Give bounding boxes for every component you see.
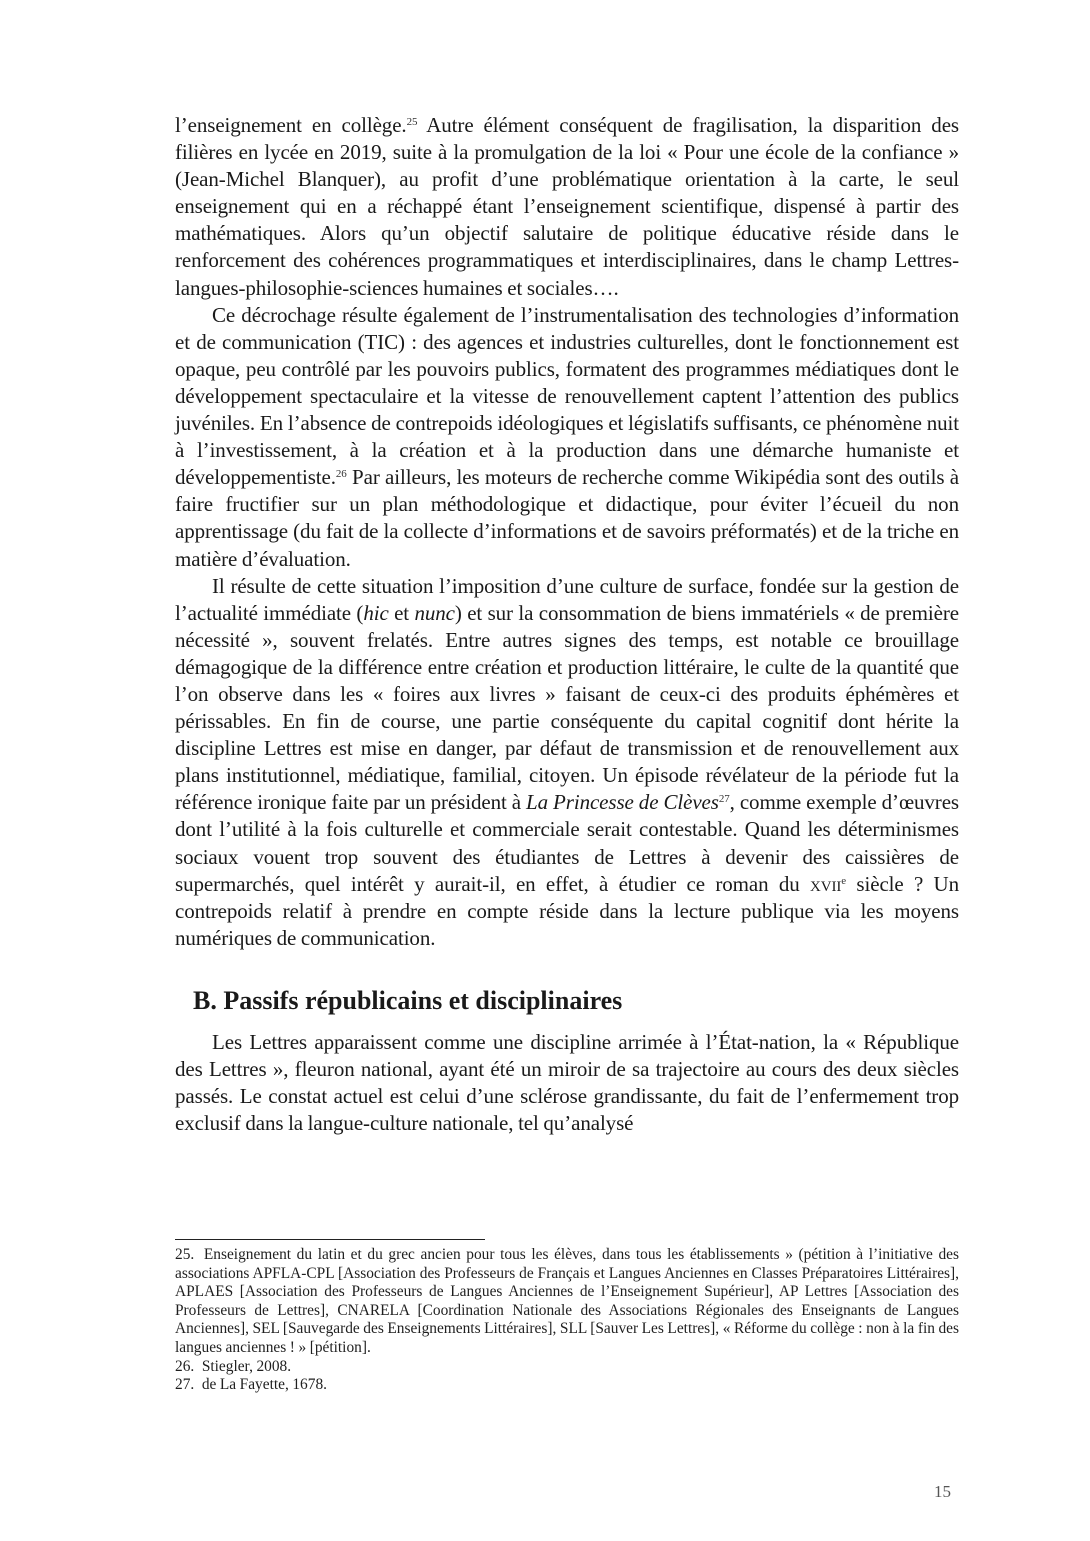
page-number: 15	[934, 1482, 951, 1501]
footnote-number: 27.	[175, 1376, 195, 1394]
paragraph-text: Ce décrochage résulte également de l’instrumentalisation des technologies d’information et de communication (TIC) : des agences et industries culturelles, dont le fonctionnement est opaque, peu contrôlé par les pouvoirs publics, formatent des programmes médiatiques dont le développement spectaculaire et la vitesse de renouvellement captent l’attention des publics juvéniles. En l’absence de contrepoids idéologiques et législatifs suffisants, ce phénomène nuit à l’investissement, à la création et à la production dans une démarche humaniste et développementiste.	[175, 302, 959, 490]
footnotes	[175, 1246, 959, 1395]
section-paragraph: Les Lettres apparaissent comme une discipline arrimée à l’État-nation, la « République des Lettres », fleuron national, ayant été un miroir de sa trajectoire au cours des deux siècles passés. Le constat actuel est celui d’une sclérose grandissante, du fait de l’enfermement trop exclusif dans la langue-culture nationale, tel qu’analysé	[175, 1029, 959, 1136]
footnote-text: Enseignement du latin et du grec ancien pour tous les élèves, dans tous les établissements » (pétition à l’initiative des associations APFLA-CPL [Association des Professeurs de Français et Langues Anciennes en Classes Préparatoires Littéraires], APLAES [Association des Professeurs de Langues Anciennes de l’Enseignement Supérieur], AP Lettres [Association des Professeurs de Lettres], CNARELA [Coordination Nationale des Associations Régionales des Enseignants de Langues Anciennes], SEL [Sauvegarde des Enseignements Littéraires], SLL [Sauver Les Lettres], « Réforme du collège : non à la fin des langues anciennes ! » [pétition].	[175, 1246, 959, 1356]
paragraph-text: Par ailleurs, les moteurs de recherche comme Wikipédia sont des outils à faire fructifier sur un plan méthodologique et didactique, pour éviter l’écueil du non apprentissage (du fait de la collecte d’informations et de savoirs préformatés) et de la triche en matière d’évaluation.	[175, 465, 959, 571]
paragraph-text: et	[388, 600, 415, 625]
footnote-text: Stiegler, 2008.	[201, 1357, 292, 1375]
paragraph-3	[175, 573, 959, 952]
paragraph-text: l’enseignement en collège.	[175, 113, 407, 137]
footnote-number: 25.	[175, 1246, 195, 1263]
paragraph-1	[175, 112, 959, 302]
footnote-26	[175, 1358, 959, 1377]
paragraph-text: Il résulte de cette situation l’imposition d’une culture de surface, fondée sur la gestion de l’actualité immédiate (	[175, 573, 959, 625]
footnote-divider	[175, 1239, 485, 1240]
century-numeral: xvii	[810, 871, 842, 896]
page-body	[175, 112, 959, 1137]
footnote-ref-25[interactable]: 25	[406, 116, 418, 128]
footnote-number: 26.	[175, 1357, 195, 1375]
footnote-ref-27[interactable]: 27	[718, 793, 730, 806]
footnote-27	[175, 1376, 959, 1395]
book-title: La Princesse de Clèves	[526, 790, 719, 815]
footnote-text: de La Fayette, 1678.	[201, 1376, 327, 1394]
paragraph-text: Autre élément conséquent de fragilisation, la disparition des filières en lycée en 2019, suite à la promulgation de la loi « Pour une école de la confiance » (Jean-Michel Blanquer), au profit d’une problématique orientation à la carte, le seul enseignement qui en a réchappé étant l’enseignement scientifique, dispensé à partir des mathématiques. Alors qu’un objectif salutaire de politique éducative réside dans le renforcement des cohérences programmatiques et interdisciplinaires, dans le champ Lettres-langues-philosophie-sciences humaines et sociales….	[175, 113, 959, 300]
footnote-ref-26[interactable]: 26	[335, 468, 347, 481]
footnote-25	[175, 1246, 959, 1358]
italic-term: nunc	[414, 600, 455, 625]
paragraph-text: ) et sur la consommation de biens immatériels « de première nécessité », souvent frelatés. Entre autres signes des temps, est notable ce brouillage démagogique de la différence entre création et production littéraire, le culte de la quantité que l’on observe dans les « foires aux livres » faisant de ceux-ci des produits éphémères et périssables. En fin de course, une partie conséquente du capital cognitif dont hérite la discipline Lettres est mise en danger, par défaut de transmission et de renouvellement aux plans institutionnel, médiatique, familial, citoyen. Un épisode révélateur de la période fut la référence ironique faite par un président à	[175, 600, 959, 815]
paragraph-text: siècle ? Un contrepoids relatif à prendre en compte réside dans la lecture publique via les moyens numériques de communication.	[175, 871, 960, 950]
paragraph-2	[175, 302, 959, 573]
section-heading: B. Passifs républicains et disciplinaires	[193, 985, 623, 1015]
italic-term: hic	[363, 600, 389, 625]
paragraph-text: , comme exemple d’œuvres dont l’utilité à la fois culturelle et commerciale serait contestable. Quand les déterminismes sociaux vouent trop souvent des étudiantes de Lettres à devenir des caissières de supermarchés, quel intérêt y aurait-il, en effet, à étudier ce roman du	[175, 790, 959, 896]
century-suffix: e	[841, 874, 847, 887]
